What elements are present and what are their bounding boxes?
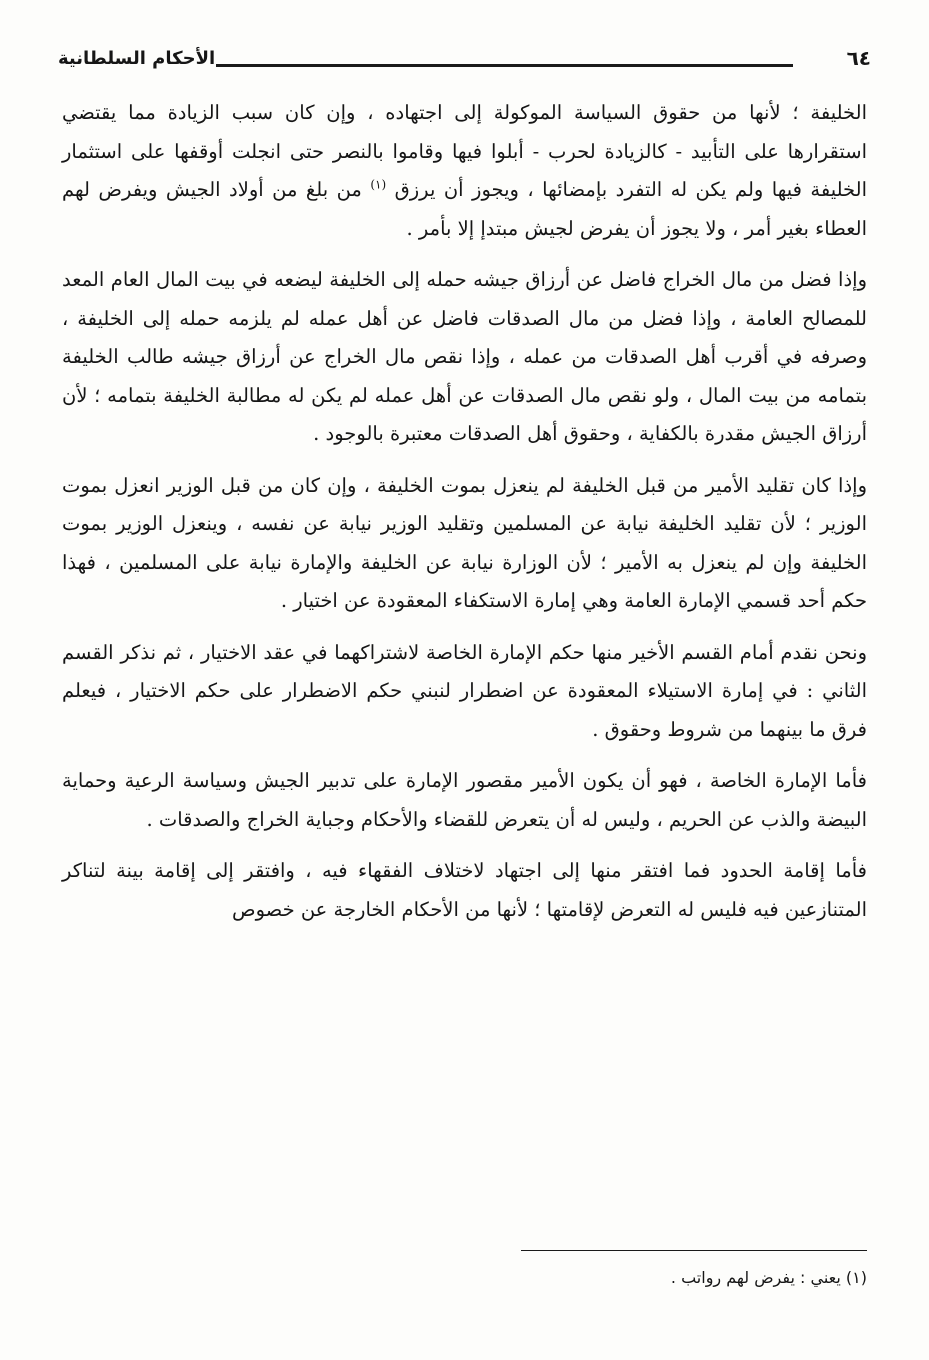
page-header (58, 48, 871, 82)
paragraph-text: الخليفة ؛ لأنها من حقوق السياسة الموكولة إلى اجتهاده ، وإن كان سبب الزيادة مما يقتضي استقرارها على التأبيد - كالزيادة لحرب - أبلوا فيها وقاموا بالنصر حتى انجلت أوقفها على استثمار الخليفة فيها ولم يكن له التفرد بإمضائها ، ويجوز أن يرزق (62, 101, 868, 201)
paragraph: وإذا كان تقليد الأمير من قبل الخليفة لم ينعزل بموت الخليفة ، وإن كان من قبل الوزير انعزل بموت الوزير ؛ لأن تقليد الخليفة نيابة عن المسلمين وتقليد الوزير نيابة عن نفسه ، وينعزل الوزير بموت الخليفة وإن لم ينعزل به الأمير ؛ لأن الوزارة نيابة عن الخليفة والإمارة نيابة على المسلمين ، فهذا حكم أحد قسمي الإمارة العامة وهي إمارة الاستكفاء المعقودة عن اختيار . (62, 473, 867, 612)
footnote-reference[interactable]: (١) (370, 177, 387, 192)
paragraph (62, 94, 867, 248)
page-number: ٦٤ (846, 46, 871, 70)
paragraph: فأما إقامة الحدود فما افتقر منها إلى اجتهاد لاختلاف الفقهاء فيه ، وافتقر إلى إقامة بينة لتناكر المتنازعين فيه فليس له التعرض لإقامتها ؛ لأنها من الأحكام الخارجة عن خصوص (62, 859, 867, 921)
running-title: الأحكام السلطانية (58, 48, 216, 69)
footnote-separator (521, 1250, 867, 1251)
paragraph-text: من بلغ من أولاد الجيش ويفرض لهم العطاء بغير أمر ، ولا يجوز أن يفرض لجيش مبتدإ إلا بأمر . (62, 178, 867, 240)
footnote: (١) يعني : يفرض لهم رواتب . (670, 1268, 867, 1287)
paragraph: فأما الإمارة الخاصة ، فهو أن يكون الأمير مقصور الإمارة على تدبير الجيش وسياسة الرعية وحماية البيضة والذب عن الحريم ، وليس له أن يتعرض للقضاء والأحكام وجباية الخراج والصدقات . (62, 769, 867, 831)
main-text (62, 94, 867, 942)
header-rule (216, 64, 793, 67)
paragraph: ونحن نقدم أمام القسم الأخير منها حكم الإمارة الخاصة لاشتراكهما في عقد الاختيار ، ثم نذكر القسم الثاني : في إمارة الاستيلاء المعقودة عن اضطرار لنبني حكم الاضطرار على حكم الاختيار ، فيعلم فرق ما بينهما من شروط وحقوق . (62, 640, 867, 741)
paragraph: وإذا فضل من مال الخراج فاضل عن أرزاق جيشه حمله إلى الخليفة ليضعه في بيت المال العام المعد للمصالح العامة ، وإذا فضل من مال الصدقات فاضل عن أهل عمله لم يلزمه حمله إلى الخليفة ، وصرفه في أقرب أهل الصدقات من عمله ، وإذا نقص مال الخراج عن أرزاق جيشه طالب الخليفة بتمامه من بيت المال ، ولو نقص مال الصدقات عن أهل عمله لم يكن له مطالبة الخليفة بتمامه ؛ لأن أرزاق الجيش مقدرة بالكفاية ، وحقوق أهل الصدقات معتبرة بالوجود . (62, 268, 867, 445)
